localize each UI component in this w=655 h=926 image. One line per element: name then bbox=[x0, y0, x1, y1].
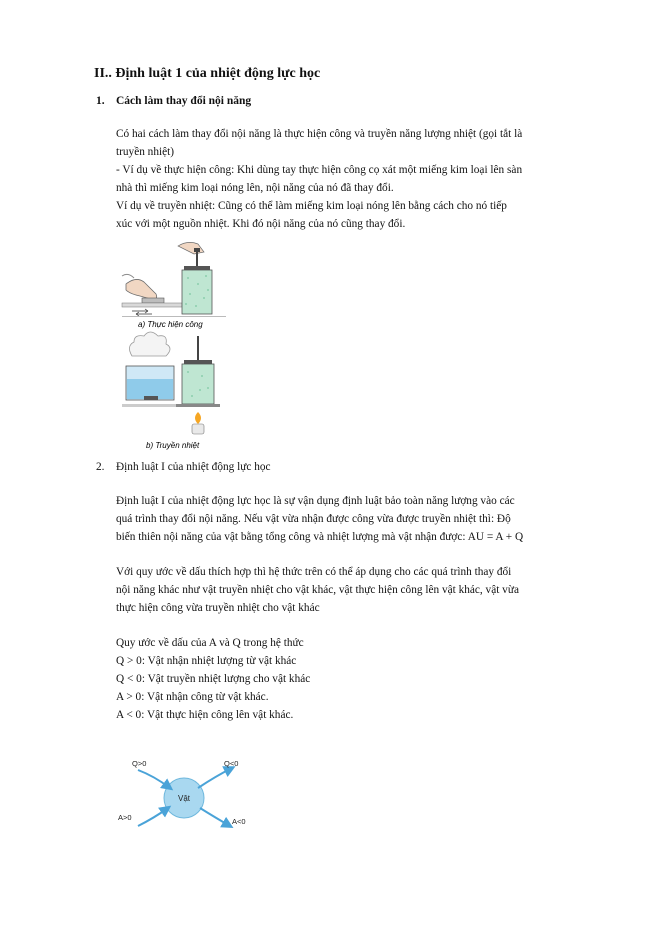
object-label: Vật bbox=[177, 794, 191, 803]
sign-convention-line: Q < 0: Vật truyền nhiệt lượng cho vật khác bbox=[116, 673, 311, 685]
part2-para1-line: quá trình thay đổi nội năng. Nếu vật vừa nhận được công vừa được truyền nhiệt thì: Độ bbox=[116, 513, 511, 525]
part2-para1-line: biến thiên nội năng của vật bằng tổng công và nhiệt lượng mà vật nhận được: AU = A + Q bbox=[116, 531, 524, 543]
sign-convention-line: A > 0: Vật nhận công từ vật khác. bbox=[116, 691, 269, 703]
internal-energy-figure bbox=[118, 236, 230, 452]
part2-para2-line: Với quy ước về dấu thích hợp thì hệ thức trên có thể áp dụng cho các quá trình thay đổi bbox=[116, 566, 512, 578]
arrow-a-in bbox=[138, 808, 168, 826]
steam-icon bbox=[129, 332, 170, 356]
part1-line: Có hai cách làm thay đổi nội năng là thực hiện công và truyền năng lượng nhiệt (gọi tắt là bbox=[116, 128, 523, 140]
arrow-a-out bbox=[200, 808, 230, 826]
sign-convention-line: Q > 0: Vật nhận nhiệt lượng từ vật khác bbox=[116, 655, 297, 667]
label-q-negative: Q<0 bbox=[224, 759, 239, 768]
sign-convention-title: Quy ước về dấu của A và Q trong hệ thức bbox=[116, 637, 304, 649]
sign-convention-line: A < 0: Vật thực hiện công lên vật khác. bbox=[116, 709, 294, 721]
sign-convention-diagram bbox=[112, 754, 260, 834]
arrow-q-in bbox=[138, 770, 170, 788]
figure-label-heat: b) Truyền nhiệt bbox=[146, 441, 200, 450]
label-a-negative: A<0 bbox=[232, 817, 246, 826]
sign-diagram-svg bbox=[112, 754, 260, 834]
floor bbox=[122, 303, 182, 307]
part2-para2-line: thực hiện công vừa truyền nhiệt cho vật khác bbox=[116, 602, 320, 614]
part2-heading: Định luật I của nhiệt động lực học bbox=[116, 461, 271, 473]
figure-label-work: a) Thực hiện công bbox=[138, 320, 203, 329]
hand-icon bbox=[126, 279, 157, 300]
label-a-positive: A>0 bbox=[118, 813, 132, 822]
part1-heading: Cách làm thay đổi nội năng bbox=[116, 95, 252, 107]
part1-line: Ví dụ về truyền nhiệt: Cũng có thể làm miếng kim loại nóng lên bằng cách cho nó tiếp bbox=[116, 200, 507, 212]
part2-para2-line: nội năng khác như vật truyền nhiệt cho vật khác, vật thực hiện công lên vật khác, vật vừa bbox=[116, 584, 519, 596]
part2-para1-line: Định luật I của nhiệt động lực học là sự vận dụng định luật bảo toàn năng lượng vào các bbox=[116, 495, 515, 507]
gas-cylinder bbox=[182, 270, 212, 314]
part1-line: truyền nhiệt) bbox=[116, 146, 175, 158]
part1-line: nhà thì miếng kim loại nóng lên, nội năng của nó đã thay đổi. bbox=[116, 182, 394, 194]
part1-line: xúc với một nguồn nhiệt. Khi đó nội năng của nó cũng thay đổi. bbox=[116, 218, 406, 230]
part2-heading-number: 2. bbox=[96, 461, 105, 473]
gas-cylinder-heated bbox=[182, 364, 214, 404]
internal-energy-illustration bbox=[118, 236, 230, 452]
section-title: II.. Định luật 1 của nhiệt động lực học bbox=[94, 66, 321, 81]
label-q-positive: Q>0 bbox=[132, 759, 147, 768]
burner-icon bbox=[192, 424, 204, 434]
arrow-q-out bbox=[198, 768, 232, 788]
flame-icon bbox=[195, 412, 201, 424]
hand-push-icon bbox=[178, 242, 204, 254]
metal-piece bbox=[142, 298, 164, 303]
part1-line: - Ví dụ về thực hiện công: Khi dùng tay thực hiện công cọ xát một miếng kim loại lên sàn bbox=[116, 164, 523, 176]
part1-heading-number: 1. bbox=[96, 95, 105, 107]
